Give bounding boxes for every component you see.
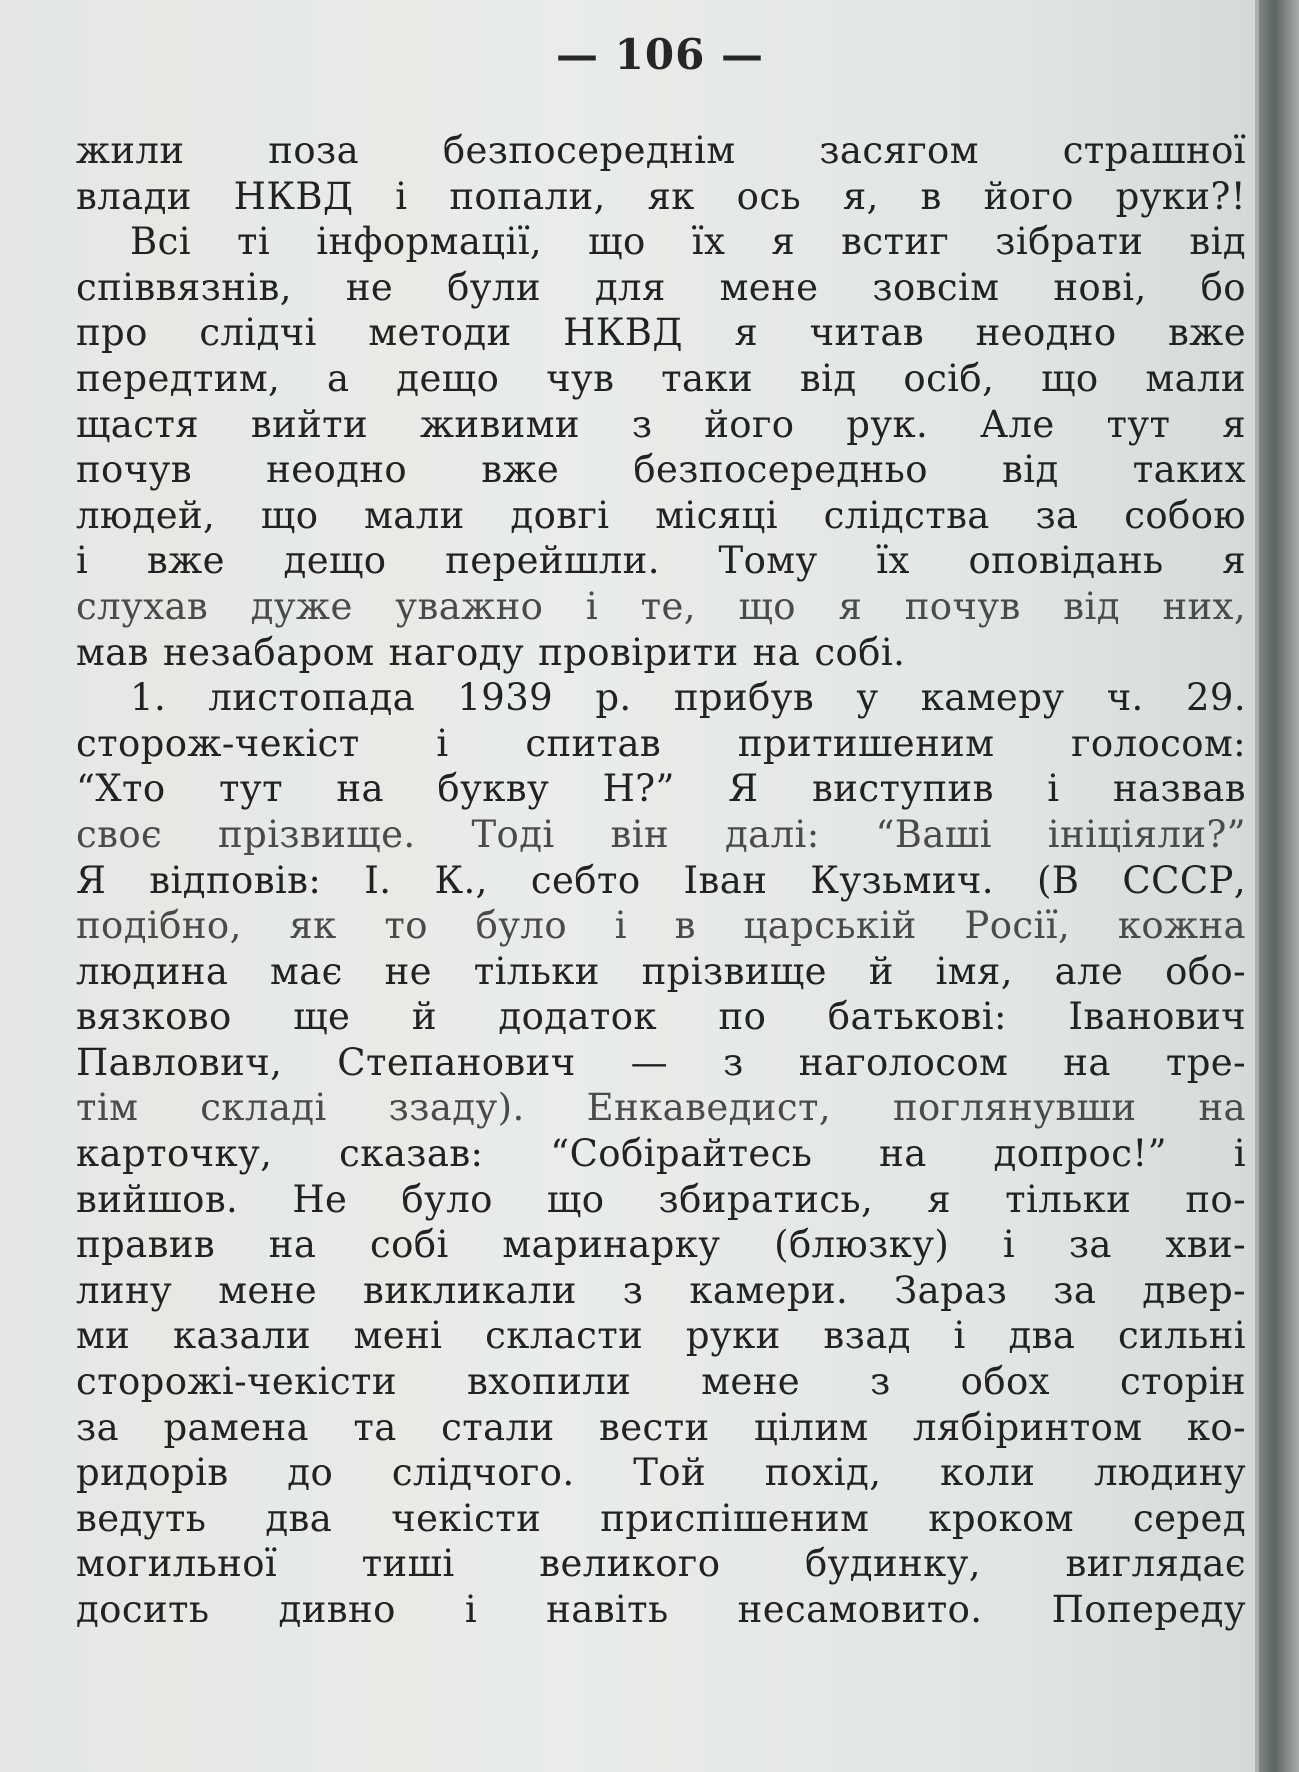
text-line: слухав дуже уважно і те, що я почув від них, [76,584,1246,628]
text-line: своє прізвище. Тоді він далі: “Ваші ініціяли?” [76,812,1246,856]
text-line: людина має не тільки прізвище й імя, але обо- [76,949,1246,993]
text-line: і вже дещо перейшли. Тому їх оповідань я [76,539,1246,583]
text-line: ми казали мені скласти руки взад і два сильні [76,1314,1246,1358]
text-line: сторожі-чекісти вхопили мене з обох сторін [76,1360,1246,1404]
text-line: ведуть два чекісти приспішеним кроком серед [76,1496,1246,1540]
text-line: за рамена та стали вести цілим лябіринтом ко- [76,1405,1246,1449]
text-line: передтим, а дещо чув таки від осіб, що мали [76,356,1246,400]
text-line: “Хто тут на букву Н?” Я виступив і назвав [76,767,1246,811]
text-line: ридорів до слідчого. Той похід, коли людину [76,1451,1246,1495]
book-binding-gutter [1259,0,1299,1772]
text-line: лину мене викликали з камери. Зараз за двер- [76,1268,1246,1312]
text-line: співвязнів, не були для мене зовсім нові, бо [76,265,1246,309]
page-number: — 106 — [556,30,764,79]
text-line: про слідчі методи НКВД я читав неодно вже [76,311,1246,355]
text-line: вязково ще й додаток по батькові: Іванович [76,995,1246,1039]
text-line: 1. листопада 1939 р. прибув у камеру ч. 29. [130,676,1246,720]
text-line: влади НКВД і попали, як ось я, в його руки?! [76,174,1246,218]
text-line: почув неодно вже безпосередньо від таких [76,448,1246,492]
body-text [76,128,1246,1633]
text-line: тім складі ззаду). Енкаведист, поглянувши на [76,1086,1246,1130]
text-line: людей, що мали довгі місяці слідства за собою [76,493,1246,537]
text-line: Я відповів: І. К., себто Іван Кузьмич. (В СССР, [76,858,1246,902]
text-line: Всі ті інформації, що їх я встиг зібрати від [130,220,1246,264]
text-line: вийшов. Не було що збиратись, я тільки по- [76,1177,1246,1221]
text-line: подібно, як то було і в царській Росії, кожна [76,904,1246,948]
text-line: правив на собі маринарку (блюзку) і за хви- [76,1223,1246,1267]
text-line: щастя вийти живими з його рук. Але тут я [76,402,1246,446]
text-line: досить дивно і навіть несамовито. Попереду [76,1588,1246,1631]
text-line: Павлович, Степанович — з наголосом на тре- [76,1040,1246,1084]
text-line: могильної тиші великого будинку, виглядає [76,1542,1246,1586]
text-line: жили поза безпосереднім засягом страшної [76,129,1246,172]
text-line: карточку, сказав: “Собірайтесь на допрос!” і [76,1132,1246,1176]
text-line: сторож-чекіст і спитав притишеним голосом: [76,721,1246,765]
text-line: мав незабаром нагоду провірити на собі. [76,630,906,674]
